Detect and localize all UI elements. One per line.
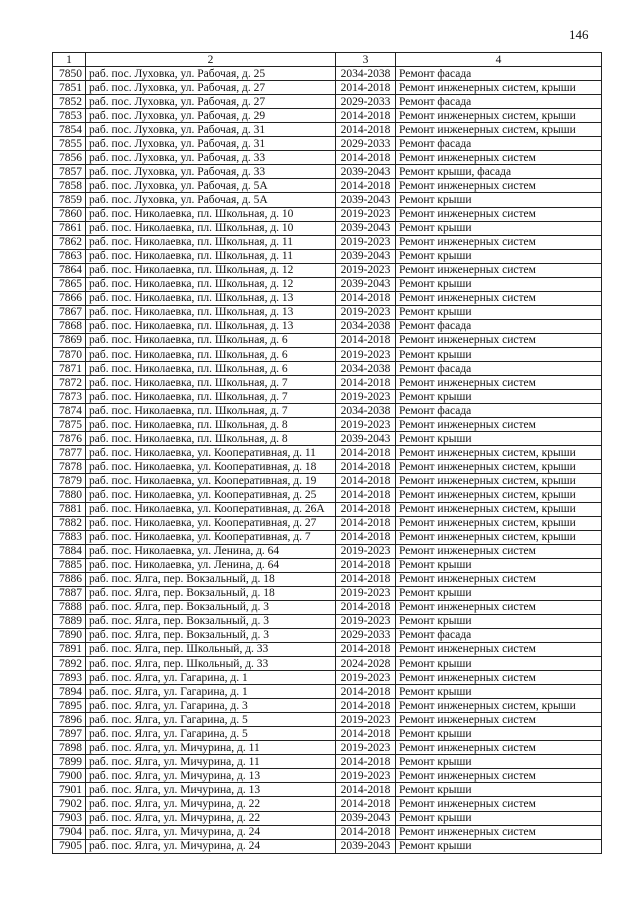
work-type-cell: Ремонт фасада: [396, 404, 602, 418]
period-cell: 2039-2043: [336, 249, 396, 263]
row-number-cell: 7868: [53, 319, 86, 333]
table-row: [53, 123, 602, 137]
work-type-cell: Ремонт крыши: [396, 685, 602, 699]
work-type-cell: Ремонт крыши: [396, 193, 602, 207]
period-cell: 2014-2018: [336, 376, 396, 390]
row-number-cell: 7873: [53, 390, 86, 404]
table-row: [53, 305, 602, 319]
address-cell: раб. пос. Луховка, ул. Рабочая, д. 27: [86, 95, 336, 109]
row-number-cell: 7859: [53, 193, 86, 207]
work-type-cell: Ремонт инженерных систем, крыши: [396, 123, 602, 137]
address-cell: раб. пос. Ялга, ул. Мичурина, д. 13: [86, 769, 336, 783]
work-type-cell: Ремонт инженерных систем: [396, 418, 602, 432]
table-row: [53, 347, 602, 361]
row-number-cell: 7856: [53, 151, 86, 165]
period-cell: 2039-2043: [336, 839, 396, 853]
row-number-cell: 7900: [53, 769, 86, 783]
table-row: [53, 67, 602, 81]
row-number-cell: 7893: [53, 671, 86, 685]
table-row: [53, 362, 602, 376]
period-cell: 2014-2018: [336, 291, 396, 305]
work-type-cell: Ремонт инженерных систем: [396, 376, 602, 390]
row-number-cell: 7902: [53, 797, 86, 811]
address-cell: раб. пос. Ялга, ул. Гагарина, д. 5: [86, 713, 336, 727]
address-cell: раб. пос. Николаевка, пл. Школьная, д. 11: [86, 249, 336, 263]
table-row: [53, 432, 602, 446]
table-row: [53, 811, 602, 825]
address-cell: раб. пос. Николаевка, пл. Школьная, д. 10: [86, 207, 336, 221]
address-cell: раб. пос. Луховка, ул. Рабочая, д. 33: [86, 165, 336, 179]
work-type-cell: Ремонт инженерных систем: [396, 642, 602, 656]
column-header-number: 1: [53, 53, 86, 67]
row-number-cell: 7904: [53, 825, 86, 839]
period-cell: 2034-2038: [336, 362, 396, 376]
row-number-cell: 7896: [53, 713, 86, 727]
address-cell: раб. пос. Николаевка, пл. Школьная, д. 13: [86, 291, 336, 305]
table-row: [53, 600, 602, 614]
work-type-cell: Ремонт инженерных систем, крыши: [396, 446, 602, 460]
work-type-cell: Ремонт инженерных систем, крыши: [396, 699, 602, 713]
row-number-cell: 7885: [53, 558, 86, 572]
table-row: [53, 839, 602, 853]
period-cell: 2014-2018: [336, 727, 396, 741]
period-cell: 2039-2043: [336, 165, 396, 179]
address-cell: раб. пос. Луховка, ул. Рабочая, д. 31: [86, 123, 336, 137]
row-number-cell: 7878: [53, 460, 86, 474]
column-header-work-type: 4: [396, 53, 602, 67]
address-cell: раб. пос. Николаевка, пл. Школьная, д. 12: [86, 263, 336, 277]
address-cell: раб. пос. Николаевка, пл. Школьная, д. 10: [86, 221, 336, 235]
table-row: [53, 769, 602, 783]
row-number-cell: 7861: [53, 221, 86, 235]
address-cell: раб. пос. Николаевка, пл. Школьная, д. 6: [86, 347, 336, 361]
row-number-cell: 7884: [53, 544, 86, 558]
address-cell: раб. пос. Ялга, пер. Школьный, д. 33: [86, 657, 336, 671]
table-row: [53, 797, 602, 811]
table-row: [53, 614, 602, 628]
address-cell: раб. пос. Николаевка, ул. Кооперативная, д. 7: [86, 530, 336, 544]
table-row: [53, 727, 602, 741]
work-type-cell: Ремонт фасада: [396, 628, 602, 642]
period-cell: 2019-2023: [336, 713, 396, 727]
period-cell: 2014-2018: [336, 572, 396, 586]
period-cell: 2014-2018: [336, 81, 396, 95]
period-cell: 2014-2018: [336, 446, 396, 460]
table-row: [53, 446, 602, 460]
row-number-cell: 7879: [53, 474, 86, 488]
work-type-cell: Ремонт инженерных систем: [396, 235, 602, 249]
work-type-cell: Ремонт инженерных систем: [396, 151, 602, 165]
table-row: [53, 235, 602, 249]
row-number-cell: 7897: [53, 727, 86, 741]
row-number-cell: 7850: [53, 67, 86, 81]
row-number-cell: 7866: [53, 291, 86, 305]
work-type-cell: Ремонт крыши: [396, 727, 602, 741]
address-cell: раб. пос. Николаевка, пл. Школьная, д. 8: [86, 418, 336, 432]
work-type-cell: Ремонт инженерных систем: [396, 825, 602, 839]
work-type-cell: Ремонт инженерных систем, крыши: [396, 516, 602, 530]
work-type-cell: Ремонт крыши: [396, 347, 602, 361]
work-type-cell: Ремонт крыши: [396, 614, 602, 628]
row-number-cell: 7871: [53, 362, 86, 376]
table-row: [53, 502, 602, 516]
row-number-cell: 7883: [53, 530, 86, 544]
table-row: [53, 642, 602, 656]
work-type-cell: Ремонт крыши: [396, 221, 602, 235]
table-row: [53, 825, 602, 839]
row-number-cell: 7855: [53, 137, 86, 151]
table-row: [53, 81, 602, 95]
work-type-cell: Ремонт инженерных систем: [396, 544, 602, 558]
period-cell: 2014-2018: [336, 460, 396, 474]
row-number-cell: 7862: [53, 235, 86, 249]
table-row: [53, 404, 602, 418]
row-number-cell: 7875: [53, 418, 86, 432]
work-type-cell: Ремонт крыши: [396, 586, 602, 600]
work-type-cell: Ремонт крыши: [396, 811, 602, 825]
address-cell: раб. пос. Николаевка, ул. Кооперативная, д. 26А: [86, 502, 336, 516]
address-cell: раб. пос. Луховка, ул. Рабочая, д. 25: [86, 67, 336, 81]
address-cell: раб. пос. Луховка, ул. Рабочая, д. 27: [86, 81, 336, 95]
row-number-cell: 7867: [53, 305, 86, 319]
work-type-cell: Ремонт инженерных систем, крыши: [396, 502, 602, 516]
address-cell: раб. пос. Ялга, пер. Вокзальный, д. 18: [86, 586, 336, 600]
period-cell: 2019-2023: [336, 671, 396, 685]
address-cell: раб. пос. Ялга, ул. Мичурина, д. 11: [86, 755, 336, 769]
period-cell: 2014-2018: [336, 685, 396, 699]
table-row: [53, 516, 602, 530]
work-type-cell: Ремонт фасада: [396, 67, 602, 81]
period-cell: 2029-2033: [336, 95, 396, 109]
work-type-cell: Ремонт инженерных систем: [396, 291, 602, 305]
address-cell: раб. пос. Луховка, ул. Рабочая, д. 33: [86, 151, 336, 165]
table-row: [53, 558, 602, 572]
period-cell: 2019-2023: [336, 586, 396, 600]
row-number-cell: 7854: [53, 123, 86, 137]
period-cell: 2014-2018: [336, 123, 396, 137]
table-row: [53, 390, 602, 404]
row-number-cell: 7899: [53, 755, 86, 769]
table-row: [53, 530, 602, 544]
period-cell: 2034-2038: [336, 319, 396, 333]
row-number-cell: 7880: [53, 488, 86, 502]
period-cell: 2014-2018: [336, 488, 396, 502]
row-number-cell: 7898: [53, 741, 86, 755]
row-number-cell: 7876: [53, 432, 86, 446]
address-cell: раб. пос. Николаевка, ул. Кооперативная, д. 19: [86, 474, 336, 488]
row-number-cell: 7857: [53, 165, 86, 179]
page-number: 146: [569, 27, 589, 42]
row-number-cell: 7895: [53, 699, 86, 713]
address-cell: раб. пос. Николаевка, пл. Школьная, д. 8: [86, 432, 336, 446]
period-cell: 2029-2033: [336, 137, 396, 151]
column-header-period: 3: [336, 53, 396, 67]
table-row: [53, 418, 602, 432]
period-cell: 2039-2043: [336, 221, 396, 235]
table-body: [53, 67, 602, 854]
table-row: [53, 628, 602, 642]
work-type-cell: Ремонт крыши: [396, 657, 602, 671]
period-cell: 2014-2018: [336, 151, 396, 165]
table-row: [53, 193, 602, 207]
row-number-cell: 7894: [53, 685, 86, 699]
row-number-cell: 7892: [53, 657, 86, 671]
table-row: [53, 291, 602, 305]
table-row: [53, 376, 602, 390]
address-cell: раб. пос. Николаевка, пл. Школьная, д. 13: [86, 305, 336, 319]
period-cell: 2019-2023: [336, 614, 396, 628]
address-cell: раб. пос. Николаевка, ул. Кооперативная, д. 27: [86, 516, 336, 530]
work-type-cell: Ремонт инженерных систем: [396, 713, 602, 727]
work-type-cell: Ремонт фасада: [396, 95, 602, 109]
address-cell: раб. пос. Ялга, ул. Мичурина, д. 22: [86, 797, 336, 811]
address-cell: раб. пос. Николаевка, пл. Школьная, д. 13: [86, 319, 336, 333]
period-cell: 2019-2023: [336, 235, 396, 249]
work-type-cell: Ремонт инженерных систем: [396, 179, 602, 193]
period-cell: 2014-2018: [336, 333, 396, 347]
work-type-cell: Ремонт инженерных систем, крыши: [396, 81, 602, 95]
work-type-cell: Ремонт инженерных систем, крыши: [396, 109, 602, 123]
table-row: [53, 179, 602, 193]
work-type-cell: Ремонт крыши: [396, 305, 602, 319]
row-number-cell: 7863: [53, 249, 86, 263]
period-cell: 2014-2018: [336, 558, 396, 572]
work-type-cell: Ремонт крыши: [396, 558, 602, 572]
table-row: [53, 333, 602, 347]
period-cell: 2014-2018: [336, 530, 396, 544]
period-cell: 2019-2023: [336, 769, 396, 783]
work-type-cell: Ремонт фасада: [396, 362, 602, 376]
work-type-cell: Ремонт фасада: [396, 137, 602, 151]
table-row: [53, 109, 602, 123]
row-number-cell: 7886: [53, 572, 86, 586]
address-cell: раб. пос. Ялга, ул. Мичурина, д. 13: [86, 783, 336, 797]
period-cell: 2014-2018: [336, 755, 396, 769]
period-cell: 2014-2018: [336, 642, 396, 656]
row-number-cell: 7853: [53, 109, 86, 123]
period-cell: 2024-2028: [336, 657, 396, 671]
table-row: [53, 137, 602, 151]
address-cell: раб. пос. Луховка, ул. Рабочая, д. 29: [86, 109, 336, 123]
row-number-cell: 7865: [53, 277, 86, 291]
table-row: [53, 277, 602, 291]
row-number-cell: 7877: [53, 446, 86, 460]
table-row: [53, 319, 602, 333]
table-row: [53, 783, 602, 797]
table-row: [53, 572, 602, 586]
table-row: [53, 713, 602, 727]
row-number-cell: 7890: [53, 628, 86, 642]
period-cell: 2019-2023: [336, 305, 396, 319]
table-row: [53, 151, 602, 165]
address-cell: раб. пос. Ялга, ул. Гагарина, д. 1: [86, 685, 336, 699]
work-type-cell: Ремонт инженерных систем, крыши: [396, 488, 602, 502]
row-number-cell: 7874: [53, 404, 86, 418]
period-cell: 2039-2043: [336, 811, 396, 825]
row-number-cell: 7881: [53, 502, 86, 516]
address-cell: раб. пос. Николаевка, пл. Школьная, д. 11: [86, 235, 336, 249]
address-cell: раб. пос. Ялга, ул. Мичурина, д. 22: [86, 811, 336, 825]
period-cell: 2029-2033: [336, 628, 396, 642]
table-row: [53, 657, 602, 671]
period-cell: 2014-2018: [336, 783, 396, 797]
table-header-row: [53, 53, 602, 67]
repair-schedule-table: [52, 52, 602, 854]
address-cell: раб. пос. Николаевка, пл. Школьная, д. 6: [86, 362, 336, 376]
period-cell: 2014-2018: [336, 797, 396, 811]
address-cell: раб. пос. Луховка, ул. Рабочая, д. 5А: [86, 179, 336, 193]
period-cell: 2014-2018: [336, 474, 396, 488]
row-number-cell: 7887: [53, 586, 86, 600]
address-cell: раб. пос. Николаевка, пл. Школьная, д. 7: [86, 404, 336, 418]
period-cell: 2014-2018: [336, 825, 396, 839]
work-type-cell: Ремонт инженерных систем: [396, 769, 602, 783]
address-cell: раб. пос. Ялга, ул. Гагарина, д. 3: [86, 699, 336, 713]
address-cell: раб. пос. Ялга, ул. Мичурина, д. 11: [86, 741, 336, 755]
table-row: [53, 488, 602, 502]
table-row: [53, 460, 602, 474]
work-type-cell: Ремонт инженерных систем, крыши: [396, 474, 602, 488]
work-type-cell: Ремонт инженерных систем: [396, 572, 602, 586]
period-cell: 2039-2043: [336, 277, 396, 291]
row-number-cell: 7860: [53, 207, 86, 221]
table-row: [53, 207, 602, 221]
row-number-cell: 7905: [53, 839, 86, 853]
address-cell: раб. пос. Ялга, ул. Гагарина, д. 5: [86, 727, 336, 741]
table-row: [53, 263, 602, 277]
table-row: [53, 685, 602, 699]
address-cell: раб. пос. Николаевка, ул. Кооперативная, д. 18: [86, 460, 336, 474]
address-cell: раб. пос. Ялга, ул. Мичурина, д. 24: [86, 839, 336, 853]
work-type-cell: Ремонт инженерных систем: [396, 797, 602, 811]
period-cell: 2019-2023: [336, 418, 396, 432]
address-cell: раб. пос. Луховка, ул. Рабочая, д. 5А: [86, 193, 336, 207]
address-cell: раб. пос. Николаевка, ул. Кооперативная, д. 11: [86, 446, 336, 460]
row-number-cell: 7852: [53, 95, 86, 109]
table-row: [53, 699, 602, 713]
period-cell: 2034-2038: [336, 404, 396, 418]
work-type-cell: Ремонт инженерных систем: [396, 207, 602, 221]
work-type-cell: Ремонт крыши: [396, 432, 602, 446]
row-number-cell: 7882: [53, 516, 86, 530]
row-number-cell: 7869: [53, 333, 86, 347]
address-cell: раб. пос. Ялга, пер. Вокзальный, д. 18: [86, 572, 336, 586]
address-cell: раб. пос. Николаевка, пл. Школьная, д. 7: [86, 390, 336, 404]
address-cell: раб. пос. Ялга, ул. Мичурина, д. 24: [86, 825, 336, 839]
work-type-cell: Ремонт инженерных систем: [396, 671, 602, 685]
table-row: [53, 755, 602, 769]
work-type-cell: Ремонт инженерных систем: [396, 741, 602, 755]
row-number-cell: 7870: [53, 347, 86, 361]
period-cell: 2019-2023: [336, 263, 396, 277]
address-cell: раб. пос. Николаевка, ул. Кооперативная, д. 25: [86, 488, 336, 502]
address-cell: раб. пос. Николаевка, пл. Школьная, д. 12: [86, 277, 336, 291]
work-type-cell: Ремонт крыши: [396, 839, 602, 853]
period-cell: 2014-2018: [336, 516, 396, 530]
column-header-address: 2: [86, 53, 336, 67]
row-number-cell: 7888: [53, 600, 86, 614]
table-row: [53, 544, 602, 558]
table-row: [53, 671, 602, 685]
row-number-cell: 7858: [53, 179, 86, 193]
period-cell: 2034-2038: [336, 67, 396, 81]
work-type-cell: Ремонт крыши: [396, 755, 602, 769]
work-type-cell: Ремонт инженерных систем: [396, 600, 602, 614]
address-cell: раб. пос. Ялга, ул. Гагарина, д. 1: [86, 671, 336, 685]
period-cell: 2014-2018: [336, 600, 396, 614]
row-number-cell: 7901: [53, 783, 86, 797]
address-cell: раб. пос. Ялга, пер. Вокзальный, д. 3: [86, 628, 336, 642]
period-cell: 2019-2023: [336, 390, 396, 404]
address-cell: раб. пос. Николаевка, пл. Школьная, д. 7: [86, 376, 336, 390]
work-type-cell: Ремонт крыши: [396, 277, 602, 291]
address-cell: раб. пос. Николаевка, ул. Ленина, д. 64: [86, 544, 336, 558]
work-type-cell: Ремонт фасада: [396, 319, 602, 333]
address-cell: раб. пос. Луховка, ул. Рабочая, д. 31: [86, 137, 336, 151]
table-row: [53, 249, 602, 263]
work-type-cell: Ремонт инженерных систем: [396, 333, 602, 347]
address-cell: раб. пос. Николаевка, ул. Ленина, д. 64: [86, 558, 336, 572]
period-cell: 2014-2018: [336, 109, 396, 123]
period-cell: 2019-2023: [336, 741, 396, 755]
table-row: [53, 221, 602, 235]
work-type-cell: Ремонт инженерных систем, крыши: [396, 530, 602, 544]
row-number-cell: 7872: [53, 376, 86, 390]
row-number-cell: 7851: [53, 81, 86, 95]
row-number-cell: 7891: [53, 642, 86, 656]
period-cell: 2014-2018: [336, 699, 396, 713]
row-number-cell: 7889: [53, 614, 86, 628]
period-cell: 2019-2023: [336, 207, 396, 221]
work-type-cell: Ремонт крыши: [396, 390, 602, 404]
address-cell: раб. пос. Ялга, пер. Школьный, д. 33: [86, 642, 336, 656]
work-type-cell: Ремонт инженерных систем: [396, 263, 602, 277]
work-type-cell: Ремонт крыши: [396, 249, 602, 263]
period-cell: 2019-2023: [336, 544, 396, 558]
work-type-cell: Ремонт инженерных систем, крыши: [396, 460, 602, 474]
row-number-cell: 7903: [53, 811, 86, 825]
table-row: [53, 741, 602, 755]
work-type-cell: Ремонт крыши: [396, 783, 602, 797]
table-row: [53, 474, 602, 488]
address-cell: раб. пос. Ялга, пер. Вокзальный, д. 3: [86, 614, 336, 628]
table-row: [53, 586, 602, 600]
period-cell: 2039-2043: [336, 432, 396, 446]
period-cell: 2019-2023: [336, 347, 396, 361]
work-type-cell: Ремонт крыши, фасада: [396, 165, 602, 179]
period-cell: 2039-2043: [336, 193, 396, 207]
address-cell: раб. пос. Ялга, пер. Вокзальный, д. 3: [86, 600, 336, 614]
address-cell: раб. пос. Николаевка, пл. Школьная, д. 6: [86, 333, 336, 347]
table-row: [53, 95, 602, 109]
row-number-cell: 7864: [53, 263, 86, 277]
period-cell: 2014-2018: [336, 179, 396, 193]
table-row: [53, 165, 602, 179]
period-cell: 2014-2018: [336, 502, 396, 516]
